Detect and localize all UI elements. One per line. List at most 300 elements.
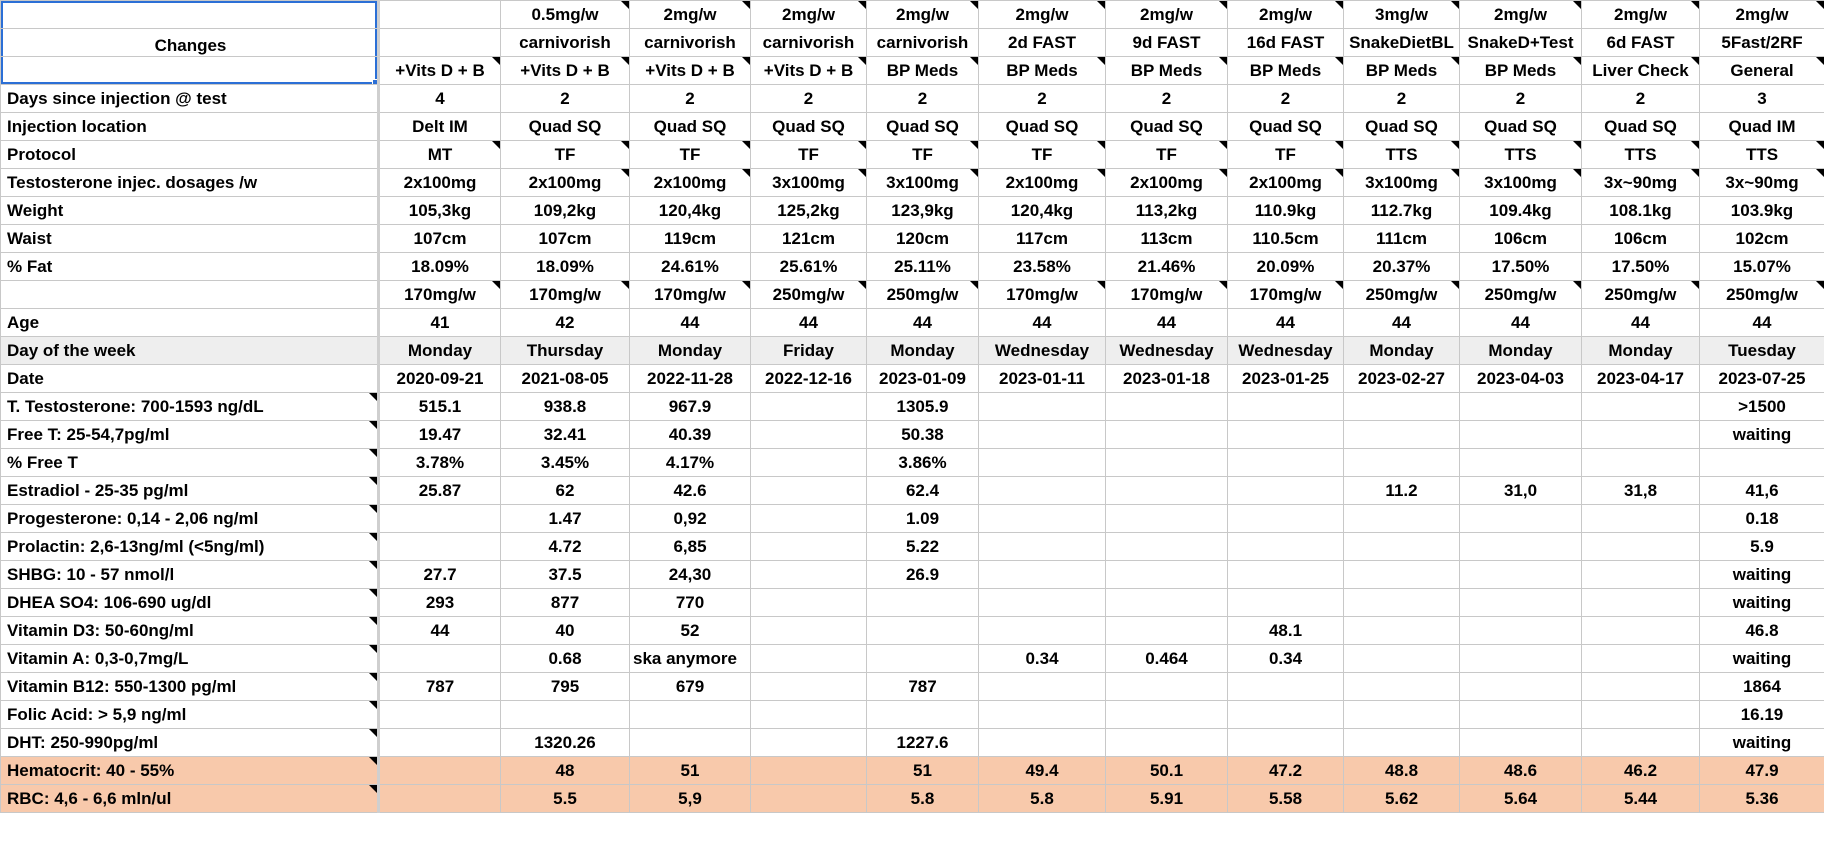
cell[interactable]: 770	[630, 589, 751, 617]
cell[interactable]	[1228, 701, 1344, 729]
cell[interactable]: 2	[501, 85, 630, 113]
cell[interactable]: 2x100mg	[379, 169, 501, 197]
cell[interactable]: 250mg/w	[751, 281, 867, 309]
cell[interactable]: 44	[630, 309, 751, 337]
cell[interactable]: 27.7	[379, 561, 501, 589]
cell[interactable]	[1460, 449, 1582, 477]
cell[interactable]: Monday	[867, 337, 979, 365]
cell[interactable]: 679	[630, 673, 751, 701]
cell[interactable]: carnivorish	[501, 29, 630, 57]
row-label[interactable]: Vitamin D3: 50-60ng/ml	[1, 617, 379, 645]
cell[interactable]	[379, 505, 501, 533]
cell[interactable]	[1582, 701, 1700, 729]
cell[interactable]: 48.6	[1460, 757, 1582, 785]
cell[interactable]: 24,30	[630, 561, 751, 589]
cell[interactable]: 123,9kg	[867, 197, 979, 225]
cell[interactable]	[1582, 449, 1700, 477]
cell[interactable]	[751, 617, 867, 645]
cell[interactable]: BP Meds	[1106, 57, 1228, 85]
cell[interactable]: 5.36	[1700, 785, 1824, 813]
cell[interactable]: 3x100mg	[867, 169, 979, 197]
cell[interactable]: 44	[1106, 309, 1228, 337]
cell[interactable]	[1106, 617, 1228, 645]
cell[interactable]	[1460, 421, 1582, 449]
cell[interactable]: 6d FAST	[1582, 29, 1700, 57]
cell[interactable]: TF	[1106, 141, 1228, 169]
cell[interactable]: Monday	[379, 337, 501, 365]
cell[interactable]	[751, 561, 867, 589]
cell[interactable]	[1228, 449, 1344, 477]
cell[interactable]: 2mg/w	[751, 1, 867, 29]
cell[interactable]	[1700, 449, 1824, 477]
cell[interactable]: 5.9	[1700, 533, 1824, 561]
cell[interactable]: waiting	[1700, 645, 1824, 673]
cell[interactable]: 109.4kg	[1460, 197, 1582, 225]
cell[interactable]: 0.34	[1228, 645, 1344, 673]
row-label[interactable]: DHEA SO4: 106-690 ug/dl	[1, 589, 379, 617]
cell[interactable]: 787	[867, 673, 979, 701]
cell[interactable]	[1344, 421, 1460, 449]
cell[interactable]	[979, 449, 1106, 477]
cell[interactable]: 112.7kg	[1344, 197, 1460, 225]
row-label[interactable]: Vitamin B12: 550-1300 pg/ml	[1, 673, 379, 701]
cell[interactable]: 2	[630, 85, 751, 113]
cell[interactable]: 2mg/w	[1460, 1, 1582, 29]
cell[interactable]	[379, 785, 501, 813]
cell[interactable]: 2021-08-05	[501, 365, 630, 393]
cell[interactable]: 5.22	[867, 533, 979, 561]
cell[interactable]: 5.44	[1582, 785, 1700, 813]
cell[interactable]	[979, 533, 1106, 561]
cell[interactable]: SnakeD+Test	[1460, 29, 1582, 57]
cell[interactable]: 1864	[1700, 673, 1824, 701]
cell[interactable]: 105,3kg	[379, 197, 501, 225]
row-label[interactable]: Prolactin: 2,6-13ng/ml (<5ng/ml)	[1, 533, 379, 561]
cell[interactable]: 50.1	[1106, 757, 1228, 785]
cell[interactable]: 26.9	[867, 561, 979, 589]
cell[interactable]	[1344, 589, 1460, 617]
cell[interactable]: TF	[751, 141, 867, 169]
cell[interactable]	[1228, 505, 1344, 533]
cell[interactable]	[1106, 505, 1228, 533]
cell[interactable]: 107cm	[379, 225, 501, 253]
cell[interactable]: 2020-09-21	[379, 365, 501, 393]
cell[interactable]: Quad IM	[1700, 113, 1824, 141]
cell[interactable]: 5.58	[1228, 785, 1344, 813]
cell[interactable]: 17.50%	[1460, 253, 1582, 281]
cell[interactable]	[1582, 673, 1700, 701]
cell[interactable]	[1582, 589, 1700, 617]
cell[interactable]: 108.1kg	[1582, 197, 1700, 225]
cell[interactable]: 117cm	[979, 225, 1106, 253]
cell[interactable]: 51	[630, 757, 751, 785]
cell[interactable]: 44	[1460, 309, 1582, 337]
cell[interactable]	[1106, 477, 1228, 505]
cell[interactable]: 515.1	[379, 393, 501, 421]
cell[interactable]: 24.61%	[630, 253, 751, 281]
cell[interactable]	[1106, 673, 1228, 701]
row-label[interactable]: Waist	[1, 225, 379, 253]
cell[interactable]: 46.8	[1700, 617, 1824, 645]
cell[interactable]: 293	[379, 589, 501, 617]
cell[interactable]: 23.58%	[979, 253, 1106, 281]
cell[interactable]: 40.39	[630, 421, 751, 449]
cell[interactable]: SnakeDietBL	[1344, 29, 1460, 57]
cell[interactable]	[1344, 729, 1460, 757]
cell[interactable]: 48	[501, 757, 630, 785]
cell[interactable]: 6,85	[630, 533, 751, 561]
cell[interactable]: carnivorish	[867, 29, 979, 57]
row-label[interactable]	[1, 57, 379, 85]
cell[interactable]: 0.34	[979, 645, 1106, 673]
cell[interactable]	[1106, 729, 1228, 757]
cell[interactable]	[379, 645, 501, 673]
row-label[interactable]: Hematocrit: 40 - 55%	[1, 757, 379, 785]
cell[interactable]	[379, 29, 501, 57]
cell[interactable]: 37.5	[501, 561, 630, 589]
cell[interactable]: 120cm	[867, 225, 979, 253]
cell[interactable]: waiting	[1700, 729, 1824, 757]
cell[interactable]: 44	[1344, 309, 1460, 337]
cell[interactable]	[1582, 729, 1700, 757]
cell[interactable]: 44	[867, 309, 979, 337]
cell[interactable]	[751, 785, 867, 813]
cell[interactable]	[1344, 505, 1460, 533]
cell[interactable]: 2mg/w	[979, 1, 1106, 29]
cell[interactable]: 5Fast/2RF	[1700, 29, 1824, 57]
cell[interactable]: waiting	[1700, 561, 1824, 589]
cell[interactable]: 1320.26	[501, 729, 630, 757]
cell[interactable]: 121cm	[751, 225, 867, 253]
cell[interactable]	[379, 1, 501, 29]
cell[interactable]: 3x100mg	[751, 169, 867, 197]
cell[interactable]: Quad SQ	[867, 113, 979, 141]
cell[interactable]	[979, 421, 1106, 449]
cell[interactable]: 0.18	[1700, 505, 1824, 533]
cell[interactable]: 46.2	[1582, 757, 1700, 785]
cell[interactable]	[1228, 477, 1344, 505]
cell[interactable]: Quad SQ	[1344, 113, 1460, 141]
cell[interactable]: 2022-11-28	[630, 365, 751, 393]
cell[interactable]: 5.5	[501, 785, 630, 813]
cell[interactable]: 2023-07-25	[1700, 365, 1824, 393]
cell[interactable]: 250mg/w	[1344, 281, 1460, 309]
cell[interactable]: 40	[501, 617, 630, 645]
row-label[interactable]	[1, 1, 379, 29]
cell[interactable]	[1344, 617, 1460, 645]
cell[interactable]	[1106, 421, 1228, 449]
cell[interactable]: Wednesday	[1228, 337, 1344, 365]
cell[interactable]: 967.9	[630, 393, 751, 421]
cell[interactable]: 3	[1700, 85, 1824, 113]
cell[interactable]	[379, 729, 501, 757]
cell[interactable]: 110.5cm	[1228, 225, 1344, 253]
cell[interactable]: 106cm	[1582, 225, 1700, 253]
cell[interactable]: 103.9kg	[1700, 197, 1824, 225]
cell[interactable]: 119cm	[630, 225, 751, 253]
cell[interactable]: 4.17%	[630, 449, 751, 477]
cell[interactable]: 3x100mg	[1460, 169, 1582, 197]
cell[interactable]: 2	[751, 85, 867, 113]
cell[interactable]	[979, 673, 1106, 701]
cell[interactable]: 18.09%	[501, 253, 630, 281]
cell[interactable]: 110.9kg	[1228, 197, 1344, 225]
row-label[interactable]: T. Testosterone: 700-1593 ng/dL	[1, 393, 379, 421]
cell[interactable]: 2	[1460, 85, 1582, 113]
cell[interactable]	[751, 673, 867, 701]
cell[interactable]: 2	[1344, 85, 1460, 113]
cell[interactable]	[1228, 533, 1344, 561]
cell[interactable]: 170mg/w	[630, 281, 751, 309]
cell[interactable]: 16.19	[1700, 701, 1824, 729]
cell[interactable]: 44	[1228, 309, 1344, 337]
cell[interactable]: TTS	[1344, 141, 1460, 169]
cell[interactable]: Delt IM	[379, 113, 501, 141]
cell[interactable]	[1228, 561, 1344, 589]
cell[interactable]: BP Meds	[1344, 57, 1460, 85]
cell[interactable]	[630, 701, 751, 729]
cell[interactable]: 125,2kg	[751, 197, 867, 225]
cell[interactable]: 2mg/w	[630, 1, 751, 29]
cell[interactable]	[1460, 673, 1582, 701]
cell[interactable]	[867, 701, 979, 729]
cell[interactable]: ska anymore	[630, 645, 751, 673]
cell[interactable]: Tuesday	[1700, 337, 1824, 365]
cell[interactable]: 19.47	[379, 421, 501, 449]
cell[interactable]: 1305.9	[867, 393, 979, 421]
cell[interactable]	[1106, 393, 1228, 421]
row-label[interactable]: RBC: 4,6 - 6,6 mln/ul	[1, 785, 379, 813]
cell[interactable]: +Vits D + B	[630, 57, 751, 85]
cell[interactable]: BP Meds	[979, 57, 1106, 85]
cell[interactable]: 102cm	[1700, 225, 1824, 253]
cell[interactable]	[979, 393, 1106, 421]
cell[interactable]	[751, 421, 867, 449]
cell[interactable]: 2	[867, 85, 979, 113]
cell[interactable]	[1106, 449, 1228, 477]
cell[interactable]: 1227.6	[867, 729, 979, 757]
cell[interactable]	[1344, 561, 1460, 589]
cell[interactable]	[751, 729, 867, 757]
cell[interactable]	[1460, 729, 1582, 757]
cell[interactable]: 2	[1582, 85, 1700, 113]
row-label[interactable]: Age	[1, 309, 379, 337]
cell[interactable]	[379, 533, 501, 561]
cell[interactable]: 3.86%	[867, 449, 979, 477]
cell[interactable]: 795	[501, 673, 630, 701]
cell[interactable]: Quad SQ	[1460, 113, 1582, 141]
cell[interactable]: 48.8	[1344, 757, 1460, 785]
cell[interactable]: 44	[1582, 309, 1700, 337]
row-label[interactable]: Estradiol - 25-35 pg/ml	[1, 477, 379, 505]
cell[interactable]: 47.2	[1228, 757, 1344, 785]
cell[interactable]: waiting	[1700, 421, 1824, 449]
cell[interactable]: 3.78%	[379, 449, 501, 477]
cell[interactable]: 2x100mg	[630, 169, 751, 197]
row-label[interactable]: Days since injection @ test	[1, 85, 379, 113]
cell[interactable]: TF	[979, 141, 1106, 169]
cell[interactable]	[751, 701, 867, 729]
cell[interactable]	[1106, 533, 1228, 561]
cell[interactable]: 18.09%	[379, 253, 501, 281]
cell[interactable]: 2023-02-27	[1344, 365, 1460, 393]
cell[interactable]: TTS	[1460, 141, 1582, 169]
cell[interactable]: 42.6	[630, 477, 751, 505]
cell[interactable]: Quad SQ	[1106, 113, 1228, 141]
cell[interactable]: BP Meds	[1460, 57, 1582, 85]
cell[interactable]: 170mg/w	[501, 281, 630, 309]
cell[interactable]: 0.5mg/w	[501, 1, 630, 29]
cell[interactable]: 250mg/w	[867, 281, 979, 309]
cell[interactable]: 109,2kg	[501, 197, 630, 225]
cell[interactable]: 25.87	[379, 477, 501, 505]
cell[interactable]: 2mg/w	[1228, 1, 1344, 29]
cell[interactable]: 5.64	[1460, 785, 1582, 813]
cell[interactable]: +Vits D + B	[751, 57, 867, 85]
cell[interactable]: TF	[501, 141, 630, 169]
cell[interactable]	[979, 617, 1106, 645]
cell[interactable]: carnivorish	[751, 29, 867, 57]
cell[interactable]: 25.11%	[867, 253, 979, 281]
cell[interactable]	[1460, 561, 1582, 589]
cell[interactable]: 3x100mg	[1344, 169, 1460, 197]
row-label[interactable]: SHBG: 10 - 57 nmol/l	[1, 561, 379, 589]
cell[interactable]: 2023-04-03	[1460, 365, 1582, 393]
cell[interactable]: 31,8	[1582, 477, 1700, 505]
cell[interactable]: 9d FAST	[1106, 29, 1228, 57]
cell[interactable]: 250mg/w	[1460, 281, 1582, 309]
cell[interactable]: Monday	[1582, 337, 1700, 365]
cell[interactable]: 4	[379, 85, 501, 113]
cell[interactable]: Monday	[1460, 337, 1582, 365]
cell[interactable]	[867, 645, 979, 673]
cell[interactable]: 170mg/w	[1106, 281, 1228, 309]
cell[interactable]	[867, 589, 979, 617]
cell[interactable]: 49.4	[979, 757, 1106, 785]
cell[interactable]: 2mg/w	[1106, 1, 1228, 29]
cell[interactable]: Wednesday	[979, 337, 1106, 365]
cell[interactable]: 2mg/w	[1582, 1, 1700, 29]
cell[interactable]	[1582, 617, 1700, 645]
cell[interactable]: 2022-12-16	[751, 365, 867, 393]
cell[interactable]: +Vits D + B	[501, 57, 630, 85]
cell[interactable]: 5.91	[1106, 785, 1228, 813]
cell[interactable]: 15.07%	[1700, 253, 1824, 281]
cell[interactable]: MT	[379, 141, 501, 169]
cell[interactable]	[630, 729, 751, 757]
cell[interactable]	[751, 533, 867, 561]
cell[interactable]: 2mg/w	[1700, 1, 1824, 29]
cell[interactable]: 0.464	[1106, 645, 1228, 673]
cell[interactable]: TF	[867, 141, 979, 169]
cell[interactable]	[751, 505, 867, 533]
cell[interactable]	[1228, 589, 1344, 617]
cell[interactable]: Quad SQ	[1582, 113, 1700, 141]
cell[interactable]	[1228, 729, 1344, 757]
cell[interactable]	[1344, 449, 1460, 477]
cell[interactable]: BP Meds	[1228, 57, 1344, 85]
row-label[interactable]: Protocol	[1, 141, 379, 169]
cell[interactable]: 62.4	[867, 477, 979, 505]
cell[interactable]: 2023-01-11	[979, 365, 1106, 393]
cell[interactable]: 5.62	[1344, 785, 1460, 813]
cell[interactable]: 41,6	[1700, 477, 1824, 505]
selected-cell-changes[interactable]: Changes	[1, 29, 379, 57]
cell[interactable]: 113,2kg	[1106, 197, 1228, 225]
cell[interactable]: 0.68	[501, 645, 630, 673]
row-label[interactable]	[1, 281, 379, 309]
cell[interactable]: General	[1700, 57, 1824, 85]
row-label[interactable]: Injection location	[1, 113, 379, 141]
cell[interactable]: +Vits D + B	[379, 57, 501, 85]
cell[interactable]	[751, 645, 867, 673]
cell[interactable]	[979, 701, 1106, 729]
cell[interactable]	[751, 477, 867, 505]
cell[interactable]	[979, 729, 1106, 757]
cell[interactable]: 2x100mg	[501, 169, 630, 197]
cell[interactable]	[751, 589, 867, 617]
cell[interactable]: 3x~90mg	[1582, 169, 1700, 197]
cell[interactable]	[1460, 645, 1582, 673]
cell[interactable]: 50.38	[867, 421, 979, 449]
cell[interactable]: TF	[1228, 141, 1344, 169]
cell[interactable]: 31,0	[1460, 477, 1582, 505]
cell[interactable]	[1460, 505, 1582, 533]
cell[interactable]: TF	[630, 141, 751, 169]
cell[interactable]	[1344, 673, 1460, 701]
cell[interactable]: 250mg/w	[1582, 281, 1700, 309]
cell[interactable]: 62	[501, 477, 630, 505]
cell[interactable]: 107cm	[501, 225, 630, 253]
cell[interactable]: Quad SQ	[501, 113, 630, 141]
cell[interactable]: Wednesday	[1106, 337, 1228, 365]
cell[interactable]: Quad SQ	[751, 113, 867, 141]
cell[interactable]: TTS	[1582, 141, 1700, 169]
cell[interactable]: Quad SQ	[630, 113, 751, 141]
cell[interactable]	[751, 449, 867, 477]
cell[interactable]: carnivorish	[630, 29, 751, 57]
cell[interactable]	[1582, 645, 1700, 673]
cell[interactable]: 3.45%	[501, 449, 630, 477]
row-label[interactable]: Progesterone: 0,14 - 2,06 ng/ml	[1, 505, 379, 533]
cell[interactable]: 20.09%	[1228, 253, 1344, 281]
cell[interactable]	[979, 505, 1106, 533]
cell[interactable]: 47.9	[1700, 757, 1824, 785]
row-label[interactable]: Weight	[1, 197, 379, 225]
cell[interactable]: Thursday	[501, 337, 630, 365]
cell[interactable]: 44	[751, 309, 867, 337]
cell[interactable]	[1106, 701, 1228, 729]
cell[interactable]: 2	[1106, 85, 1228, 113]
cell[interactable]	[1582, 533, 1700, 561]
cell[interactable]: 3mg/w	[1344, 1, 1460, 29]
cell[interactable]: 44	[379, 617, 501, 645]
cell[interactable]: 1.47	[501, 505, 630, 533]
cell[interactable]: Monday	[630, 337, 751, 365]
cell[interactable]: 250mg/w	[1700, 281, 1824, 309]
cell[interactable]	[1460, 393, 1582, 421]
cell[interactable]: 170mg/w	[379, 281, 501, 309]
cell[interactable]: 25.61%	[751, 253, 867, 281]
cell[interactable]: 787	[379, 673, 501, 701]
cell[interactable]	[1106, 561, 1228, 589]
cell[interactable]: 2x100mg	[979, 169, 1106, 197]
cell[interactable]: 2023-01-25	[1228, 365, 1344, 393]
cell[interactable]: 51	[867, 757, 979, 785]
cell[interactable]: 111cm	[1344, 225, 1460, 253]
row-label[interactable]: Date	[1, 365, 379, 393]
cell[interactable]: 48.1	[1228, 617, 1344, 645]
